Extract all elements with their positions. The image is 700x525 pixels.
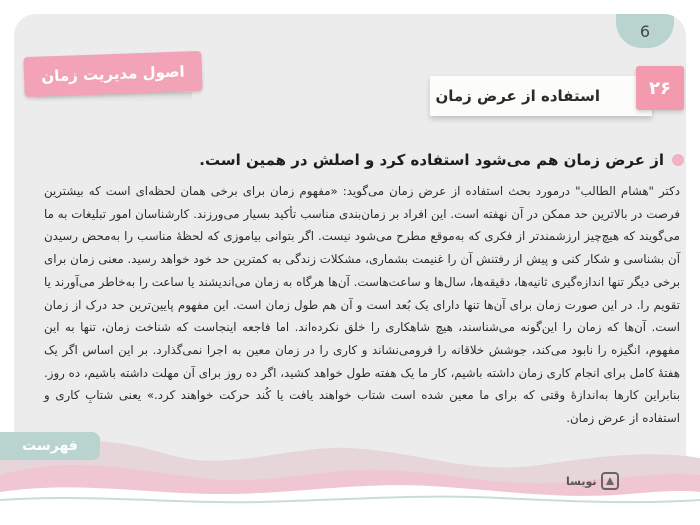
title-number-badge	[636, 66, 684, 110]
lead-row	[44, 148, 684, 172]
title-text: استفاده از عرض زمان	[435, 87, 600, 105]
publisher-logo-icon	[600, 471, 620, 491]
body-paragraph: دکتر "هشام الطالب" درمورد بحث استفاده از عرض زمان می‌گوید: «مفهوم زمان برای برخی همان لحظه‌ای است که بیشترین فرصت در بالاترین حد ممکن در آن نهفته است. این افراد بر زمان‌بندی مناسب تأکید بسیار می‌ورزند. کارشناسان امور تبلیغات به ما می‌گویند که هیچ‌چیز ارزشمندتر از فکری که به‌موقع مطرح می‌شود نیست. اگر بتوانی بیاموزی که لحظهٔ مناسب را به‌محض رسیدن آن بشناسی و شکار کنی و پیش از رفتنش آن را غنیمت بشماری، مشکلات زندگی به کمترین حد خود خواهد رسید. معنی زمان برای برخی دیگر تنها اندازه‌گیری ثانیه‌ها، دقیقه‌ها، سال‌ها و ساعت‌هاست. آن‌ها هرگاه به زمان می‌اندیشند یا ساعت را به‌خاطر می‌آورند یا تقویم را. در این صورت زمان برای آن‌ها تنها دارای یک بُعد است و آن هم طول زمان است. این مفهوم پایین‌ترین حد درک از زمان است. آن‌ها که زمان را این‌گونه می‌شناسند، هیچ شاهکاری را خلق نکرده‌اند. اما فاجعه اینجاست که شناخت زمان، تنها به این مفهوم، انگیزه را نابود می‌کند، جوشش خلاقانه را فرومی‌نشاند و کاری را در زمان معین به اجرا نمی‌گذارد. بر این اساس اگر یک هفتهٔ کامل برای انجام کاری زمان داشته باشیم، کار ما یک هفته طول خواهد کشید، اگر ده روز برای آن مهلت داشته باشیم، ده روز. بنابراین کارها به‌اندازهٔ وقتی که برای ما معین شده است شتاب خواهند یافت یا کُند حرکت خواهند کرد.» یعنی شتابِ کاری و استفاده از عرض زمان.	[44, 184, 680, 426]
bullet-dot-icon	[672, 154, 684, 166]
page-number-tab	[616, 14, 674, 48]
title-number: ۲۶	[649, 77, 671, 99]
title-box	[430, 76, 652, 116]
section-label: اصول مدیریت زمان	[41, 62, 185, 86]
toc-button[interactable]	[0, 432, 100, 460]
logo-text: نویسا	[566, 474, 597, 488]
toc-label: فهرست	[22, 438, 78, 454]
publisher-logo	[566, 470, 620, 492]
section-ribbon	[23, 51, 202, 97]
lead-text: از عرض زمان هم می‌شود استفاده کرد و اصلش در همین است.	[199, 151, 664, 169]
page-number: 6	[639, 21, 651, 41]
